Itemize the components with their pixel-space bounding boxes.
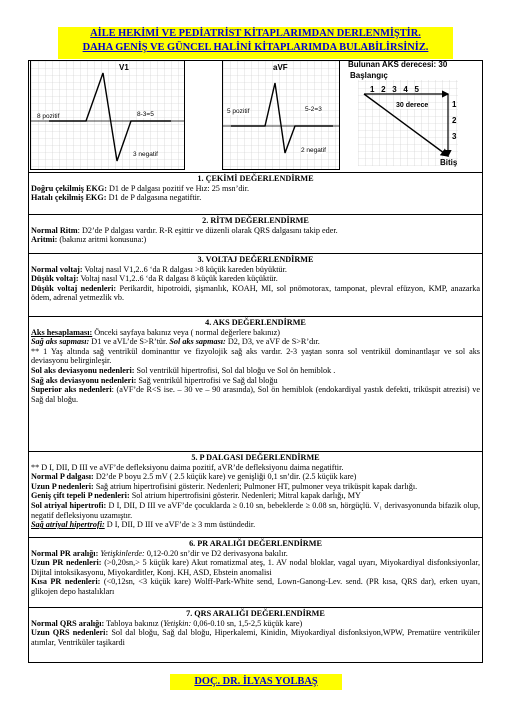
section-1-line-1: Doğru çekilmiş EKG: D1 de P dalgası pozitif ve Hız: 25 msn’dir. [31,183,250,193]
section-2-line-2: Aritmi: (bakınız aritmi konusuna:) [31,235,147,245]
avf-result-label: 5-2=3 [305,106,322,113]
section-7-qrs [28,607,483,663]
header-banner [58,27,453,59]
axis-panel [344,60,482,170]
section-6-line-1: Normal PR aralığı: Yetişkinlerde: 0,12-0.20 sn’dir ve D2 derivasyona bakılır. [31,548,288,558]
v1-positive-label: 8 pozitif [37,113,60,120]
section-1-line-2: Hatalı çekilmiş EKG: D1 de P dalgasına negatiftir. [31,193,202,203]
section-4-line-6: Superior aks nedenleri: (aVF’de R<S ise. – 30 ve – 90 arasında), Sol ön hemiblok (endokardiyal yastık defekti, triküspit atrezisi) ve Sağ dal bloğu. [31,385,480,404]
section-5-line-5: Sol atriyal hipertrofi: D I, DII, D III ve aVF’de çocuklarda ≥ 0.10 sn, bebeklerde ≥ 0.08 sn, hörgüçlü. V₁ derivasyonunda bifazik olup, negatif defleksiyonu uzamıştır. [31,500,480,520]
section-6-pr [28,537,483,607]
section-4-line-1: Aks hesaplaması: Önceki sayfaya bakınız veya ( normal değerlere bakınız) [31,327,280,337]
section-7-line-1: Normal QRS aralığı: Tabloya bakınız (Yetişkin: 0,06-0.10 sn, 1,5-2,5 küçük kare) [31,618,303,628]
section-5-line-1: ** D I, DII, D III ve aVF’de defleksiyonu daima pozitif, aVR’de defleksiyonu daima negatiftir. [31,462,344,472]
v1-negative-label: 3 negatif [133,151,158,158]
axis-result-title: Bulunan AKS derecesi: 30 [348,60,448,69]
section-5-line-4: Geniş çift tepeli P nedenleri: Sol atrium hipertrofisini gösterir. Nedenleri; Mitral kapak darlığı, MY [31,491,361,501]
section-2-rhythm [28,214,483,253]
section-1-capture [28,172,483,214]
avf-title: aVF [273,63,288,72]
section-4-title: 4. AKS DEĞERLENDİRME [205,318,306,327]
v1-ecg-panel [30,60,185,170]
axis-top-numbers: 1 2 3 4 5 [370,85,419,94]
section-7-line-2: Uzun QRS nedenleri: Sol dal bloğu, Sağ dal bloğu, Hiperkalemi, Kinidin, Miyokardiyal disfonksiyon,WPW, Prematüre ventriküler atımlar, Ventriküler taşikardi [31,628,480,647]
axis-num-3: 3 [452,132,457,141]
section-7-title: 7. QRS ARALIĞI DEĞERLENDİRME [186,609,325,618]
section-3-voltage [28,253,483,316]
section-6-title: 6. PR ARALIĞI DEĞERLENDİRME [189,539,322,548]
section-5-title: 5. P DALGASI DEĞERLENDİRME [191,453,320,462]
section-4-axis [28,316,483,451]
section-4-line-3: ** 1 Yaş altında sağ ventrikül dominanttır ve fizyolojik sağ aks vardır. 2-3 yaştan sonra sol ventrikül dominantlaşır ve sol aks deviasyonu belirginleşir. [31,346,480,366]
avf-positive-label: 5 pozitif [227,108,250,115]
v1-title: V1 [119,63,129,72]
section-6-line-2: Uzun PR nedenleri: (>0,20sn,> 5 küçük kare) Akut romatizmal ateş, 1. AV nodal bloklar, vagal uyarı, Miyokardiyal disfonksiyonlar, Dijital intoksikasyonu, Miyokarditler, Konj. KH, ASD, Ebstein anomalisi [31,558,480,577]
section-3-line-1: Normal voltaj: Voltaj nasıl V1,2..6 ‘da R dalgası >8 küçük kareden büyüktür. [31,264,287,274]
section-2-line-1: Normal Ritm: D2’de P dalgası vardır. R-R eşittir ve düzenli olarak QRS dalgasını takip eder. [31,225,338,235]
header-line-1: AİLE HEKİMİ VE PEDİATRİST KİTAPLARIMDAN DERLENMİŞTİR. [90,28,421,39]
section-3-title: 3. VOLTAJ DEĞERLENDİRME [197,255,314,264]
v1-result-label: 8-3=5 [137,111,154,118]
section-1-title: 1. ÇEKİMİ DEĞERLENDİRME [197,174,314,183]
section-4-line-5: Sağ aks deviasyonu nedenleri: Sağ ventrikül hipertrofisi ve Sağ dal bloğu [31,375,278,385]
axis-num-2: 2 [452,116,457,125]
section-2-title: 2. RİTM DEĞERLENDİRME [202,216,309,225]
header-line-2: DAHA GENİŞ VE GÜNCEL HALİNİ KİTAPLARIMDA BULABİLİRSİNİZ. [82,42,429,53]
axis-angle-label: 30 derece [396,102,429,109]
avf-negative-label: 2 negatif [301,147,326,154]
axis-start-label: Başlangıç [350,71,388,80]
axis-num-1: 1 [452,100,457,109]
axis-end-label: Bitiş [440,158,458,167]
author-footer: DOÇ. DR. İLYAS YOLBAŞ [170,674,342,690]
section-5-line-6: Sağ atriyal hipertrofi: D I, DII, D III ve aVF’de ≥ 3 mm üstündedir. [31,520,256,530]
section-6-line-3: Kısa PR nedenleri: (<0,12sn, <3 küçük kare) Wolff-Park-White send, Lown-Ganong-Lev. send. (PR kısa, QRS dar), erken uyarı, glikojen depo hastalıkları [31,577,481,596]
section-3-line-3: Düşük voltaj nedenleri: Perikardit, hipotroidi, şişmanlık, KOAH, MI, sol pnömotorax, tamponat, plevral efüzyon, KMP, anazarka ödem, adrenal yetmezlik vb. [31,283,480,303]
section-5-line-3: Uzun P nedenleri: Sağ atrium hipertrofisini gösterir. Nedenleri; Pulmoner HT, pulmoner veya triküspit kapak darlığı. [31,481,418,491]
avf-ecg-panel [222,60,340,170]
section-4-line-2: Sağ aks sapması: D1 ve aVL’de S>R’tür. Sol aks sapması: D2, D3, ve aVF de S>R’dır. [31,337,320,347]
section-3-line-2: Düşük voltaj: Voltaj nasıl V1,2..6 ‘da R dalgası 8 küçük kareden küçüktür. [31,274,278,284]
section-5-line-2: Normal P dalgası: D2’de P boyu 2.5 mV ( 2.5 küçük kare) ve genişliği 0,1 sn’dir. (2.5 küçük kare) [31,472,357,482]
section-4-line-4: Sol aks deviasyonu nedenleri: Sol ventrikül hipertrofisi, Sol dal bloğu ve Sol ön hemiblok . [31,365,336,375]
